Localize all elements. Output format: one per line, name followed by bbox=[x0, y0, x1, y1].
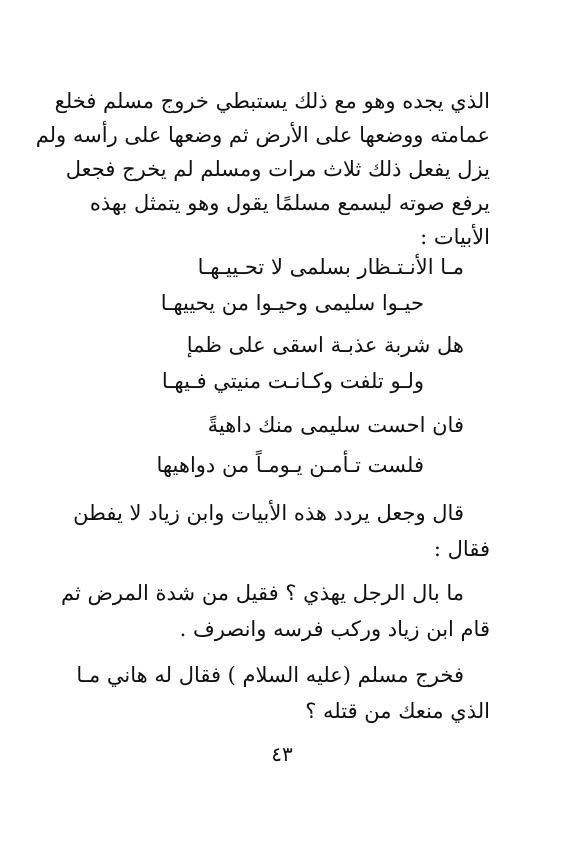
verse-line-4: ولـو تلفت وكـانـت منيتي فـيهـا bbox=[161, 369, 424, 393]
text-line-7: فقال : bbox=[433, 537, 490, 561]
text-line-5: الأبيات : bbox=[420, 225, 490, 249]
text-line-2: عمامته ووضعها على الأرض ثم وضعها على رأسه ولم bbox=[35, 123, 490, 147]
verse-line-2: حيـوا سليمى وحيـوا من يحييهـا bbox=[160, 291, 424, 315]
verse-line-5: فان احست سليمى منك داهيةً bbox=[207, 413, 464, 437]
text-line-10: فخرج مسلم (عليه السلام ) فقال له هاني مـا bbox=[76, 663, 464, 687]
text-line-1: الذي يجده وهو مع ذلك يستبطي خروج مسلم فخلع bbox=[54, 89, 490, 113]
verse-line-1: مـا الأنـتـظار بسلمى لا تحـييـهـا bbox=[197, 255, 464, 279]
text-line-3: يزل يفعل ذلك ثلاث مرات ومسلم لم يخرج فجعل bbox=[65, 157, 490, 181]
text-line-11: الذي منعك من قتله ؟ bbox=[305, 699, 490, 723]
text-line-6: قال وجعل يردد هذه الأبيات وابن زياد لا يفطن bbox=[73, 501, 464, 525]
page-number: ٤٣ bbox=[271, 742, 293, 766]
verse-line-6: فلست تـأمـن يـومـاً من دواهيها bbox=[156, 453, 424, 477]
text-line-9: قام ابن زياد وركب فرسه وانصرف . bbox=[179, 617, 490, 641]
text-line-4: يرفع صوته ليسمع مسلمًا يقول وهو يتمثل بهذه bbox=[89, 191, 490, 215]
text-line-8: ما بال الرجل يهذي ؟ فقيل من شدة المرض ثم bbox=[61, 581, 464, 605]
verse-line-3: هل شربة عذبـة اسقى على ظمإ bbox=[186, 333, 464, 357]
